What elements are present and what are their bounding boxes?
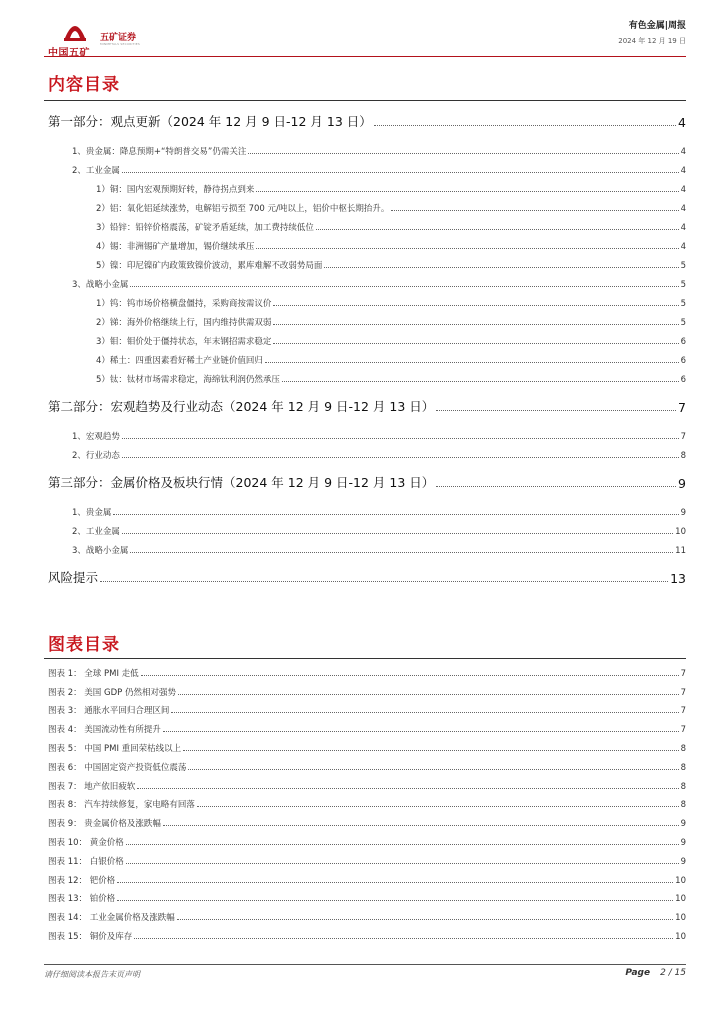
figure-entry[interactable] [48, 810, 686, 829]
toc-entry-label: 2、工业金属 [72, 166, 120, 176]
toc-entry-page: 4 [680, 242, 686, 252]
toc-title: 内容目录 [48, 75, 120, 95]
toc-entry-page: 7 [678, 400, 686, 415]
company-logo [44, 16, 154, 59]
toc-entry[interactable] [48, 328, 686, 347]
figure-entry-page: 9 [680, 819, 686, 830]
toc-entry[interactable] [48, 271, 686, 290]
table-of-contents [48, 108, 686, 586]
toc-entry-page: 4 [680, 147, 686, 157]
toc-entry-label: 3）铅锌：铅锌价格震荡，矿锭矛盾延续，加工费持续低位 [96, 223, 314, 233]
toc-entry[interactable] [48, 564, 686, 586]
dot-leader [130, 552, 673, 553]
toc-entry[interactable] [48, 138, 686, 157]
figure-entry-label: 图表 15： 铜价及库存 [48, 931, 133, 942]
figure-entry[interactable] [48, 698, 686, 717]
toc-entry-label: 3）钼：钼价处于僵持状态，年末钢招需求稳定 [96, 337, 272, 347]
footer-disclaimer: 请仔细阅读本报告末页声明 [44, 970, 140, 979]
page-word: Page [625, 968, 651, 978]
dot-leader [126, 844, 679, 845]
figure-entry[interactable] [48, 679, 686, 698]
figure-entry[interactable] [48, 660, 686, 679]
dot-leader [163, 825, 679, 826]
figure-entry[interactable] [48, 829, 686, 848]
dot-leader [183, 750, 678, 751]
dot-leader [113, 514, 678, 515]
toc-entry-label: 1、贵金属 [72, 508, 112, 518]
page-number [625, 968, 686, 978]
company-name-cn: 中国五矿 [48, 48, 90, 59]
figure-entry-label: 图表 12： 钯价格 [48, 875, 116, 886]
toc-entry[interactable] [48, 347, 686, 366]
toc-entry-page: 5 [680, 280, 686, 290]
figures-title: 图表目录 [48, 635, 120, 655]
toc-entry-label: 3、战略小金属 [72, 546, 129, 556]
figure-entry-page: 10 [675, 913, 686, 924]
toc-entry[interactable] [48, 518, 686, 537]
toc-entry[interactable] [48, 195, 686, 214]
dot-leader [117, 900, 673, 901]
figure-entry[interactable] [48, 754, 686, 773]
figure-entry[interactable] [48, 848, 686, 867]
toc-entry-label: 3、战略小金属 [72, 280, 129, 290]
toc-entry-label: 风险提示 [48, 570, 99, 585]
figure-entry-label: 图表 2： 美国 GDP 仍然相对强势 [48, 687, 176, 698]
toc-entry-page: 4 [680, 204, 686, 214]
dot-leader [163, 731, 679, 732]
toc-entry-label: 2）锑：海外价格继续上行，国内维持供需双弱 [96, 318, 272, 328]
toc-entry-label: 2）铝：氧化铝延续涨势，电解铝亏损至 700 元/吨以上，铝价中枢长期抬升。 [96, 204, 390, 214]
dot-leader [177, 919, 673, 920]
page-count: 2 / 15 [660, 968, 686, 978]
toc-entry-page: 6 [680, 337, 686, 347]
dot-leader [273, 343, 678, 344]
toc-entry-page: 4 [680, 185, 686, 195]
figure-entry-page: 9 [680, 856, 686, 867]
figure-entry-label: 图表 10： 黄金价格 [48, 837, 124, 848]
figure-entry-page: 7 [680, 725, 686, 736]
dot-leader [122, 457, 679, 458]
dot-leader [374, 125, 676, 126]
toc-entry[interactable] [48, 214, 686, 233]
dot-leader [117, 882, 673, 883]
figure-entry-label: 图表 11： 白银价格 [48, 856, 124, 867]
figure-entry-label: 图表 9： 贵金属价格及涨跌幅 [48, 819, 161, 830]
toc-entry[interactable] [48, 499, 686, 518]
figure-entry[interactable] [48, 773, 686, 792]
toc-entry[interactable] [48, 393, 686, 415]
dot-leader [141, 675, 679, 676]
figure-entry[interactable] [48, 867, 686, 886]
dot-leader [316, 229, 679, 230]
figure-entry-label: 图表 13： 铂价格 [48, 894, 116, 905]
dot-leader [256, 191, 678, 192]
toc-entry[interactable] [48, 176, 686, 195]
dot-leader [130, 286, 678, 287]
toc-entry-label: 第一部分：观点更新（2024 年 12 月 9 日-12 月 13 日） [48, 114, 372, 129]
toc-entry-page: 9 [678, 476, 686, 491]
dot-leader [265, 362, 679, 363]
figure-entry[interactable] [48, 716, 686, 735]
toc-entry-label: 1）铜：国内宏观预期好转，静待拐点到来 [96, 185, 255, 195]
dot-leader [188, 769, 678, 770]
dot-leader [122, 172, 679, 173]
dot-leader [256, 248, 678, 249]
figures-title-divider [44, 658, 686, 659]
figure-entry[interactable] [48, 886, 686, 905]
toc-entry[interactable] [48, 252, 686, 271]
toc-entry-label: 2、工业金属 [72, 527, 120, 537]
dot-leader [134, 938, 673, 939]
figure-entry[interactable] [48, 792, 686, 811]
figure-entry-page: 10 [675, 875, 686, 886]
toc-entry-page: 4 [680, 166, 686, 176]
dot-leader [122, 533, 673, 534]
toc-entry-label: 4）稀土：四重因素看好稀土产业链价值回归 [96, 356, 263, 366]
toc-entry[interactable] [48, 442, 686, 461]
toc-entry[interactable] [48, 108, 686, 130]
figure-entry-label: 图表 8： 汽车持续修复，家电略有回落 [48, 800, 195, 811]
figure-entry-label: 图表 14： 工业金属价格及涨跌幅 [48, 913, 175, 924]
dot-leader [171, 712, 678, 713]
figure-entry-page: 7 [680, 706, 686, 717]
toc-entry-page: 9 [680, 508, 686, 518]
toc-entry-page: 7 [680, 432, 686, 442]
toc-entry[interactable] [48, 157, 686, 176]
toc-entry-page: 10 [675, 527, 686, 537]
dot-leader [282, 381, 679, 382]
figure-entry[interactable] [48, 904, 686, 923]
dot-leader [100, 581, 668, 582]
minmetals-logo-icon [62, 16, 88, 42]
dot-leader [324, 267, 678, 268]
dot-leader [273, 324, 678, 325]
toc-entry[interactable] [48, 233, 686, 252]
toc-entry-page: 4 [680, 223, 686, 233]
header-divider [44, 56, 686, 57]
toc-entry[interactable] [48, 366, 686, 385]
figure-entry-label: 图表 4： 美国流动性有所提升 [48, 725, 161, 736]
toc-entry-label: 1、贵金属：降息预期+“特朗普交易”仍需关注 [72, 147, 247, 157]
dot-leader [436, 410, 676, 411]
figure-entry-page: 9 [680, 837, 686, 848]
toc-entry-label: 1、宏观趋势 [72, 432, 120, 442]
toc-entry-page: 8 [680, 451, 686, 461]
figure-entry[interactable] [48, 735, 686, 754]
toc-entry-label: 5）镍：印尼镍矿内政策致镍价波动，累库难解不改弱势局面 [96, 261, 323, 271]
figure-entry-label: 图表 6： 中国固定资产投资低位震荡 [48, 762, 187, 773]
toc-entry[interactable] [48, 537, 686, 556]
toc-entry-label: 2、行业动态 [72, 451, 120, 461]
figure-entry-page: 8 [680, 800, 686, 811]
dot-leader [178, 694, 679, 695]
toc-entry-page: 11 [675, 546, 686, 556]
toc-entry-page: 5 [680, 318, 686, 328]
figure-entry-page: 7 [680, 687, 686, 698]
securities-name: 五矿证券 [100, 33, 137, 43]
list-of-figures [48, 660, 686, 942]
figure-entry-label: 图表 5： 中国 PMI 重回荣枯线以上 [48, 743, 182, 754]
securities-name-en: MINMETALS SECURITIES [100, 42, 140, 46]
toc-entry[interactable] [48, 423, 686, 442]
report-type: 有色金属|周报 [628, 21, 686, 31]
figure-entry-label: 图表 1： 全球 PMI 走低 [48, 668, 139, 679]
toc-title-divider [44, 100, 686, 101]
toc-entry-label: 4）锡：非洲锡矿产量增加，锡价继续承压 [96, 242, 255, 252]
toc-entry-page: 4 [678, 115, 686, 130]
dot-leader [436, 486, 676, 487]
figure-entry-page: 10 [675, 931, 686, 942]
toc-entry-label: 5）钛：钛材市场需求稳定，海绵钛利润仍然承压 [96, 375, 280, 385]
figure-entry-label: 图表 3： 通胀水平回归合理区间 [48, 706, 170, 717]
toc-entry-label: 第三部分：金属价格及板块行情（2024 年 12 月 9 日-12 月 13 日） [48, 475, 435, 490]
toc-entry-label: 1）钨：钨市场价格横盘僵持，采购商按需议价 [96, 299, 272, 309]
toc-entry-page: 6 [680, 375, 686, 385]
figure-entry-page: 8 [680, 743, 686, 754]
dot-leader [391, 210, 678, 211]
dot-leader [248, 153, 678, 154]
footer-divider [44, 964, 686, 965]
figure-entry-page: 10 [675, 894, 686, 905]
toc-entry-page: 13 [670, 571, 686, 586]
toc-entry[interactable] [48, 290, 686, 309]
figure-entry-page: 8 [680, 762, 686, 773]
toc-entry-page: 6 [680, 356, 686, 366]
toc-entry[interactable] [48, 309, 686, 328]
report-date: 2024 年 12 月 19 日 [618, 37, 686, 45]
dot-leader [126, 863, 679, 864]
toc-entry-label: 第二部分：宏观趋势及行业动态（2024 年 12 月 9 日-12 月 13 日） [48, 399, 435, 414]
figure-entry-page: 8 [680, 781, 686, 792]
dot-leader [137, 788, 678, 789]
toc-entry-page: 5 [680, 299, 686, 309]
dot-leader [197, 806, 679, 807]
figure-entry[interactable] [48, 923, 686, 942]
dot-leader [122, 438, 679, 439]
figure-entry-label: 图表 7： 地产依旧疲软 [48, 781, 136, 792]
page-header [0, 0, 724, 62]
toc-entry[interactable] [48, 469, 686, 491]
figure-entry-page: 7 [680, 668, 686, 679]
toc-entry-page: 5 [680, 261, 686, 271]
dot-leader [273, 305, 678, 306]
